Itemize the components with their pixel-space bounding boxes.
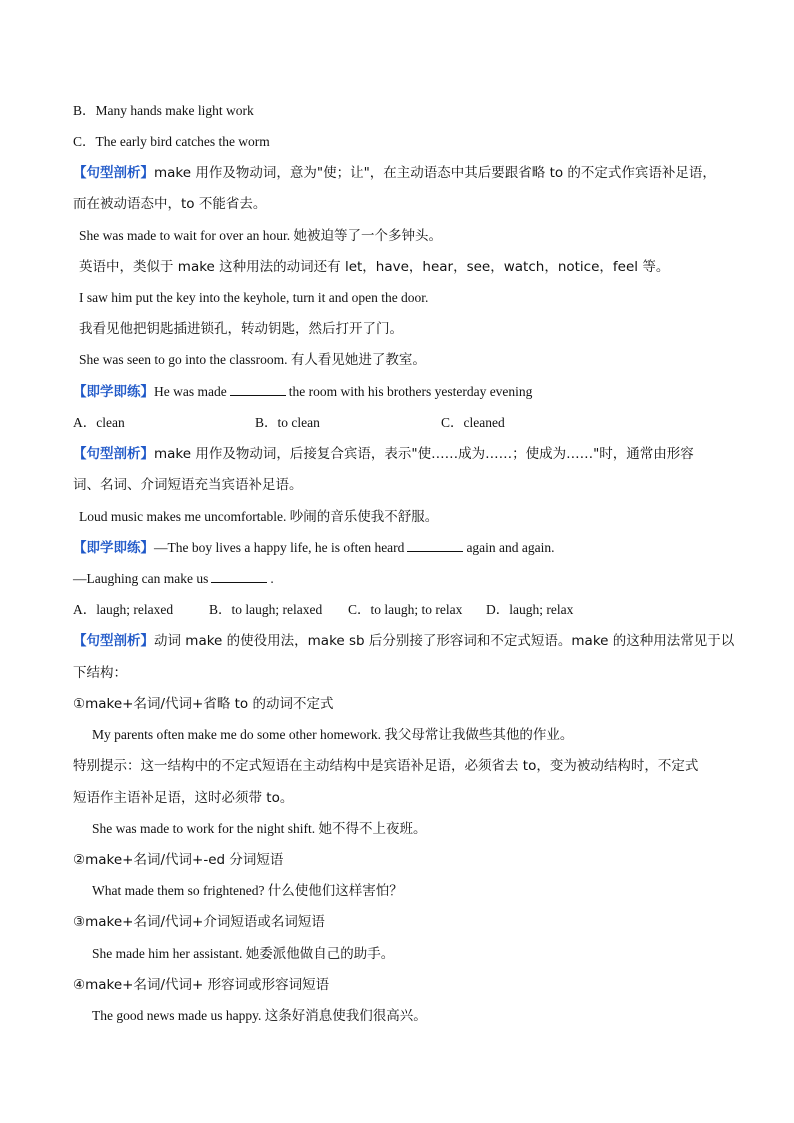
structure-heading-1: ①make+名词/代词+省略 to 的动词不定式	[73, 696, 334, 712]
analysis-paragraph-3	[73, 632, 734, 650]
answer-blank	[407, 539, 463, 552]
choice-c: C．to laugh; to relax	[348, 602, 463, 617]
example-sentence: What made them so frightened? 什么使他们这样害怕？	[92, 883, 403, 898]
analysis-paragraph-2	[73, 445, 694, 463]
structure-heading-3: ③make+名词/代词+介词短语或名词短语	[73, 914, 325, 930]
analysis-paragraph-1	[73, 164, 716, 182]
analysis-tag: 【句型剖析】	[73, 165, 154, 181]
analysis-text: make 用作及物动词，后接复合宾语，表示"使……成为……；使成为……"时，通常由形容	[154, 446, 694, 462]
question-text: again and again.	[466, 540, 555, 555]
practice-question-2-line2	[73, 570, 274, 588]
analysis-paragraph-3-cont: 下结构：	[73, 665, 127, 681]
example-sentence: Loud music makes me uncomfortable. 吵闹的音乐使我不舒服。	[79, 509, 439, 524]
practice-question-1	[73, 383, 532, 401]
example-sentence: I saw him put the key into the keyhole, turn it and open the door.	[79, 290, 429, 305]
special-note-cont: 短语作主语补足语，这时必须带 to。	[73, 790, 294, 806]
option-c-line: C．The early bird catches the worm	[73, 134, 270, 149]
practice-question-2	[73, 539, 555, 557]
question-text: .	[270, 571, 274, 586]
example-sentence: She made him her assistant. 她委派他做自己的助手。	[92, 946, 395, 961]
question-text: the room with his brothers yesterday evening	[288, 384, 533, 399]
choice-c: C．cleaned	[441, 415, 505, 430]
question-text: —Laughing can make us	[73, 571, 209, 586]
example-sentence: 英语中，类似于 make 这种用法的动词还有 let，have，hear，see，watch，notice，feel 等。	[79, 259, 670, 275]
structure-heading-2: ②make+名词/代词+-ed 分词短语	[73, 852, 284, 868]
choice-b: B．to clean	[255, 415, 320, 430]
analysis-text: make 用作及物动词，意为"使；让"，在主动语态中其后要跟省略 to 的不定式作宾语补足语，	[154, 165, 716, 181]
choice-b: B．to laugh; relaxed	[209, 602, 323, 617]
answer-blank	[230, 383, 286, 396]
practice-tag: 【即学即练】	[73, 384, 154, 400]
special-note: 特别提示：这一结构中的不定式短语在主动结构中是宾语补足语，必须省去 to，变为被动结构时，不定式	[73, 758, 699, 774]
practice-tag: 【即学即练】	[73, 540, 154, 556]
choices-row-2	[73, 601, 573, 619]
question-text: —The boy lives a happy life, he is often heard	[154, 540, 405, 555]
example-sentence: She was made to work for the night shift. 她不得不上夜班。	[92, 821, 427, 836]
choices-row-1	[73, 414, 505, 432]
analysis-tag: 【句型剖析】	[73, 633, 154, 649]
example-sentence: She was made to wait for over an hour. 她被迫等了一个多钟头。	[79, 228, 442, 243]
choice-d: D．laugh; relax	[486, 602, 574, 617]
choice-a: A．clean	[73, 415, 125, 430]
analysis-text: 动词 make 的使役用法，make sb 后分别接了形容词和不定式短语。make 的这种用法常见于以	[154, 633, 735, 649]
example-sentence: The good news made us happy. 这条好消息使我们很高兴。	[92, 1008, 427, 1023]
example-sentence: She was seen to go into the classroom. 有人看见她进了教室。	[79, 352, 426, 367]
analysis-tag: 【句型剖析】	[73, 446, 154, 462]
analysis-paragraph-1-cont: 而在被动语态中，to 不能省去。	[73, 196, 267, 212]
choice-a: A．laugh; relaxed	[73, 602, 174, 617]
example-sentence: My parents often make me do some other homework. 我父母常让我做些其他的作业。	[92, 727, 574, 742]
analysis-paragraph-2-cont: 词、名词、介词短语充当宾语补足语。	[73, 477, 303, 493]
question-text: He was made	[154, 384, 227, 399]
option-b-line: B．Many hands make light work	[73, 103, 254, 118]
answer-blank	[211, 570, 267, 583]
structure-heading-4: ④make+名词/代词+ 形容词或形容词短语	[73, 977, 330, 993]
example-sentence: 我看见他把钥匙插进锁孔，转动钥匙，然后打开了门。	[79, 321, 403, 337]
